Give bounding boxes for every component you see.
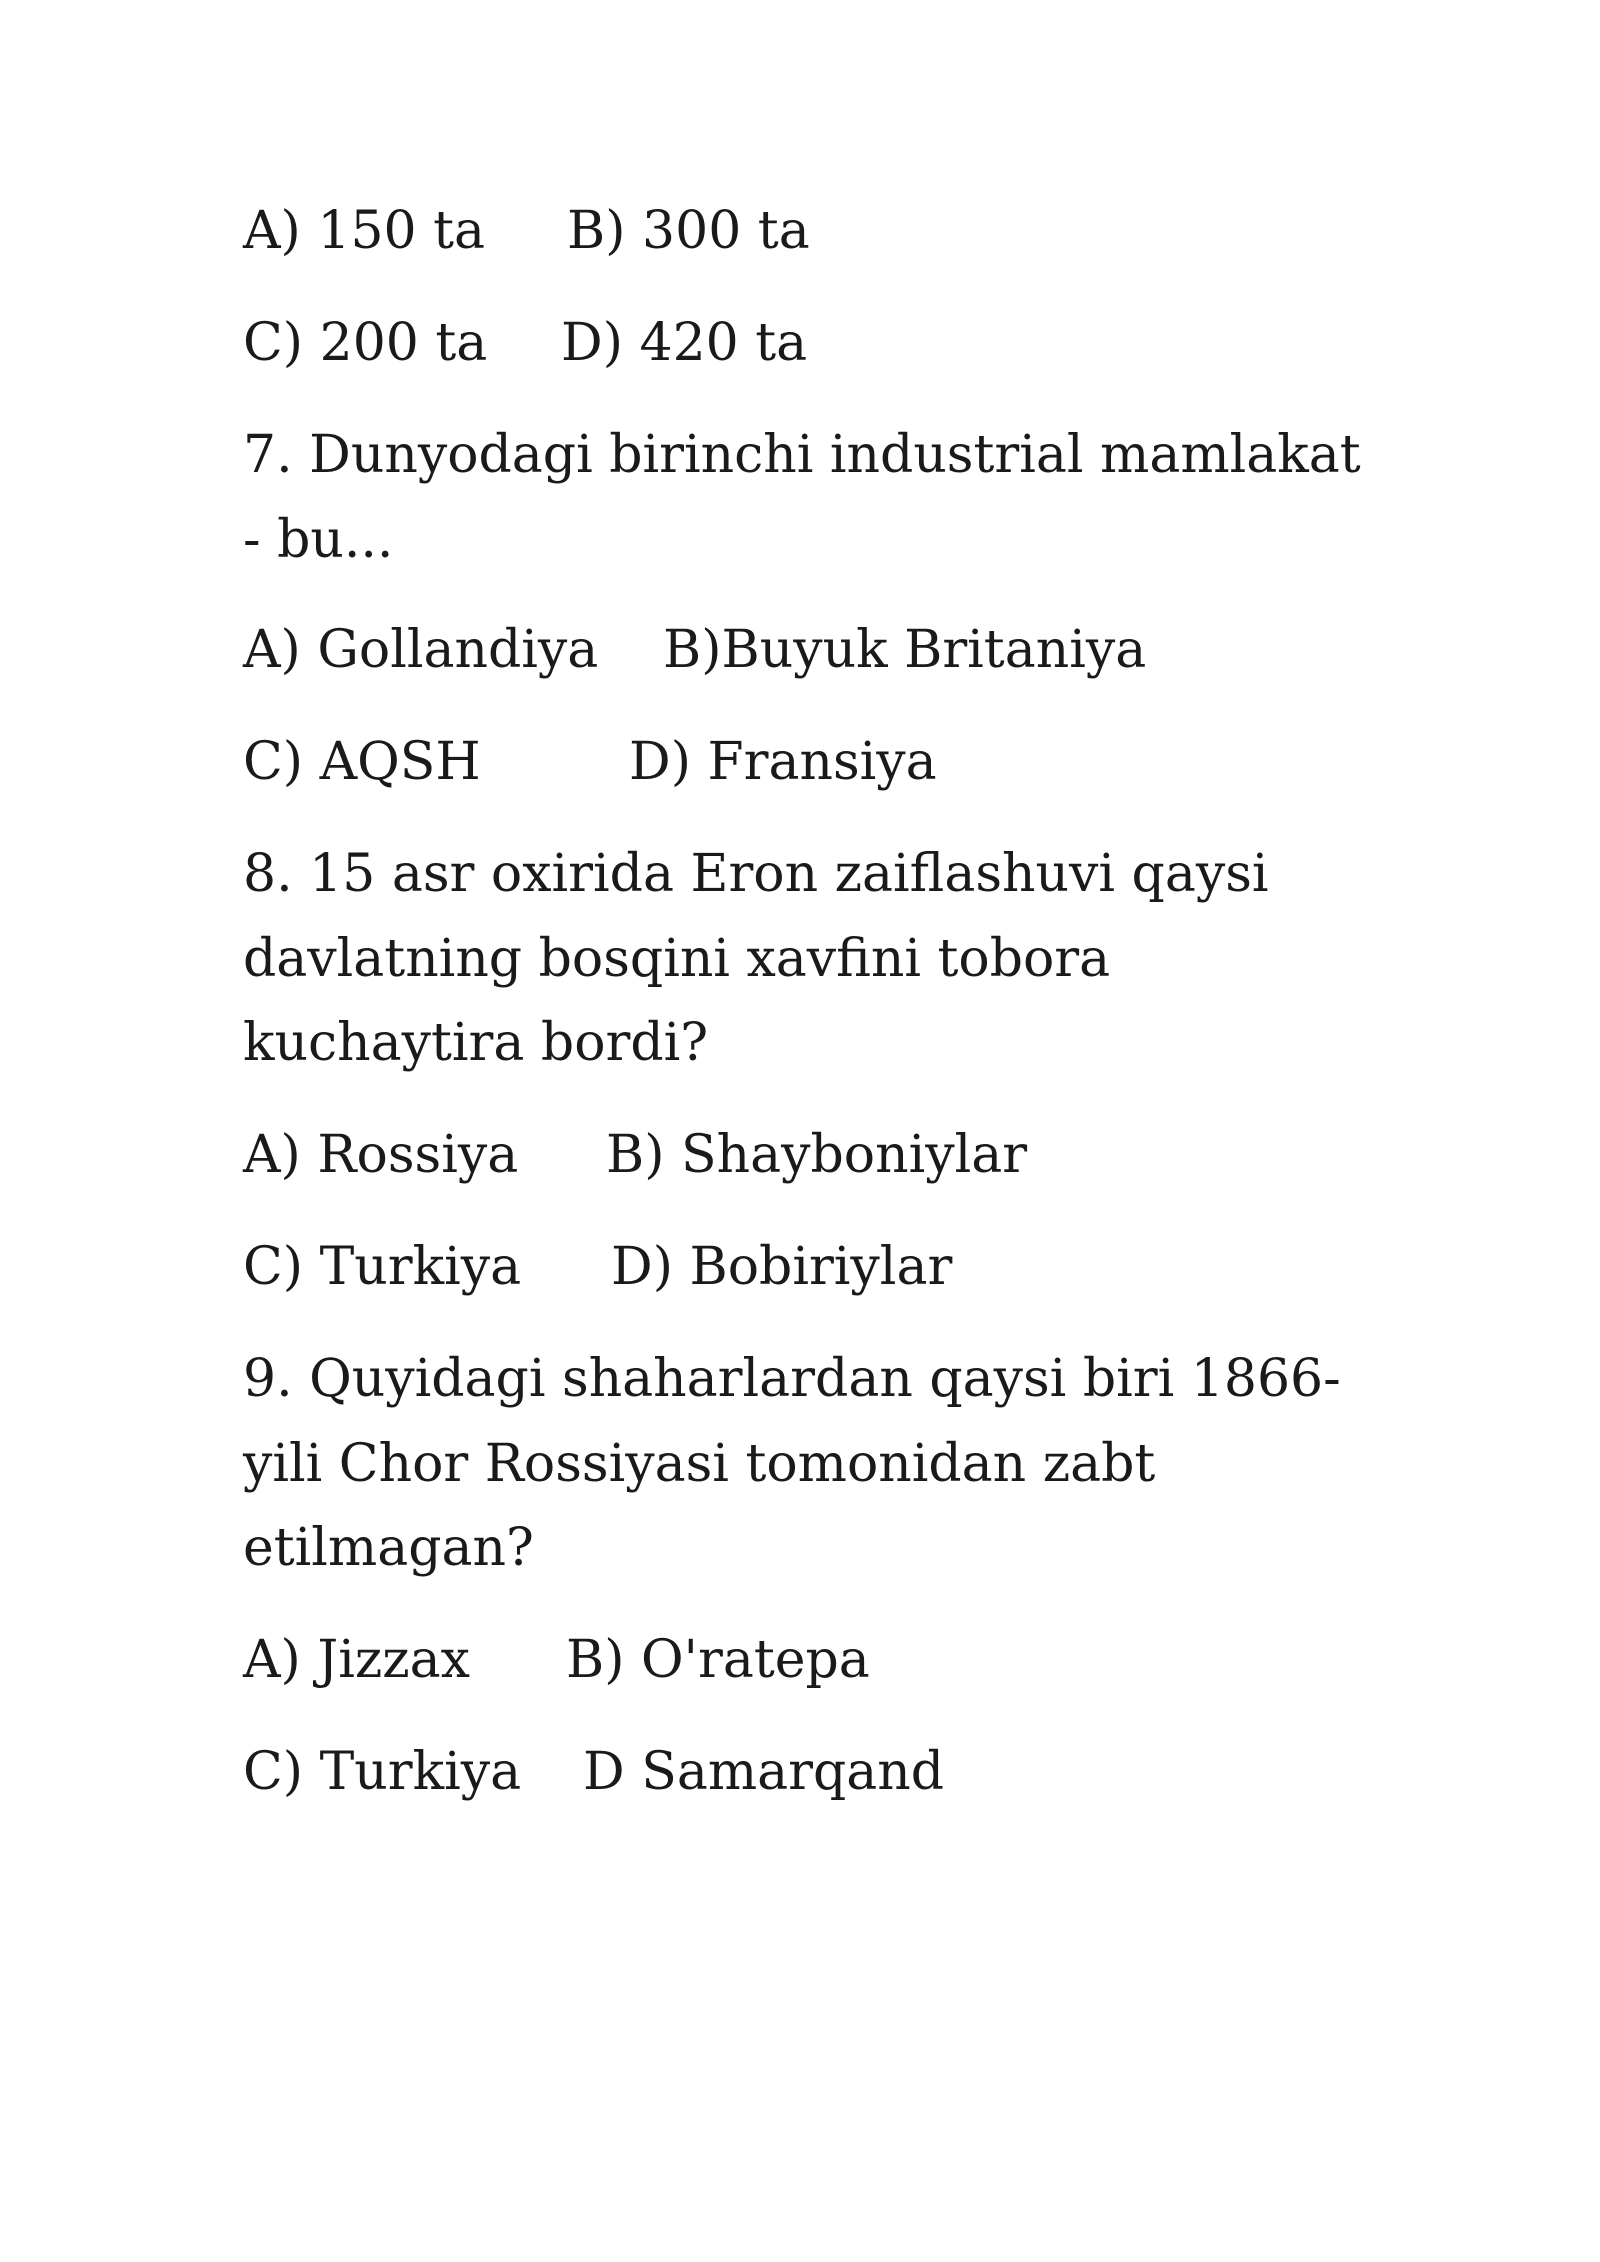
question-text: etilmagan? [243,1518,534,1578]
option-a: A) 150 ta [243,201,486,261]
option-c: C) 200 ta [243,313,488,373]
option-b: B) Shayboniylar [606,1125,1028,1185]
option-b: B)Buyuk Britaniya [663,620,1147,680]
option-c: C) Turkiya [243,1237,522,1297]
option-d: D) 420 ta [561,313,808,373]
question-text: 8. 15 asr oxirida Eron zaiflashuvi qaysi [243,844,1269,904]
question-text: - bu... [243,510,394,570]
question-text: davlatning bosqini xavfini tobora [243,929,1111,989]
option-b: B) O'ratepa [566,1630,870,1690]
option-a: A) Jizzax [243,1630,470,1690]
option-c: C) AQSH [243,732,481,792]
option-a: A) Rossiya [243,1125,519,1185]
option-b: B) 300 ta [567,201,810,261]
option-c: C) Turkiya [243,1742,522,1802]
option-d: D) Fransiya [629,732,937,792]
option-d: D) Bobiriylar [611,1237,953,1297]
option-a: A) Gollandiya [243,620,599,680]
question-text: 7. Dunyodagi birinchi industrial mamlakat [243,425,1361,485]
question-text: 9. Quyidagi shaharlardan qaysi biri 1866- [243,1349,1341,1409]
option-d: D Samarqand [583,1742,945,1802]
question-text: yili Chor Rossiyasi tomonidan zabt [243,1434,1156,1494]
question-text: kuchaytira bordi? [243,1013,709,1073]
